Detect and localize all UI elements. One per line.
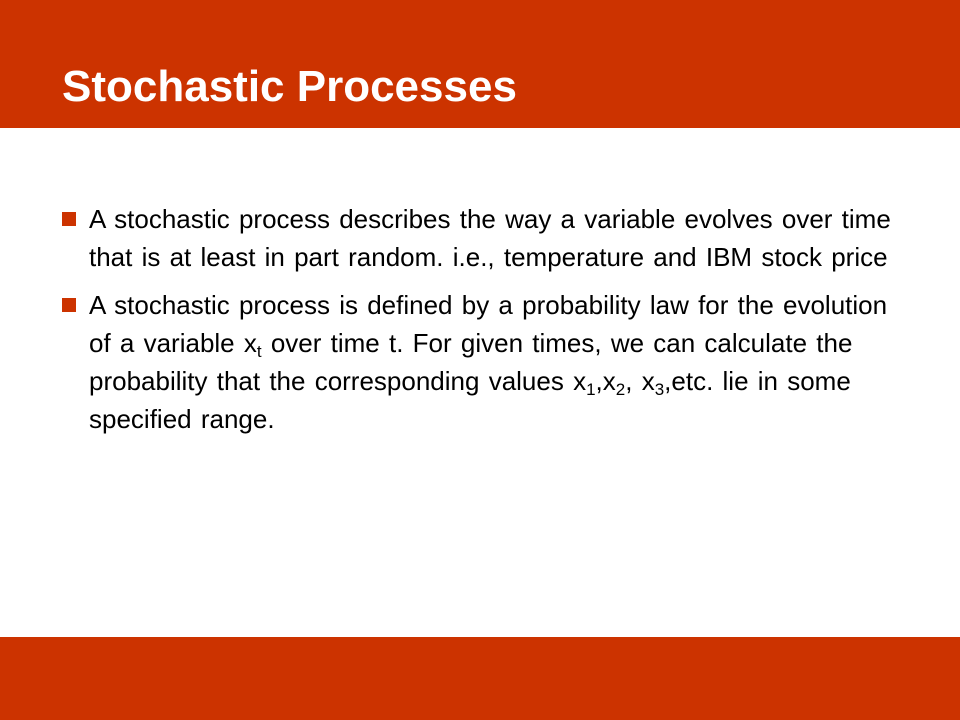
- subscript: 2: [615, 380, 626, 399]
- bullet-list: [62, 200, 910, 438]
- subscript: t: [256, 342, 262, 361]
- bullet-item: [62, 286, 910, 438]
- bullet-text-part: ,x: [595, 366, 616, 396]
- footer-band: [0, 637, 960, 720]
- bullet-item: [62, 200, 910, 276]
- subscript: 1: [586, 380, 596, 399]
- bullet-text-part: , x: [625, 366, 655, 396]
- slide-title: Stochastic Processes: [62, 62, 517, 111]
- bullet-text-part: over time t. For given times, we can calculate the probability that the corresponding values x: [89, 328, 853, 396]
- bullet-text: A stochastic process describes the way a variable evolves over time that is at least in part random. i.e., temperature and IBM stock price: [89, 204, 891, 272]
- square-bullet-icon: [62, 212, 76, 226]
- subscript: 3: [654, 380, 665, 399]
- bullet-text-part: A stochastic process is defined by a probability law for the evolution of a variable x: [89, 290, 888, 358]
- square-bullet-icon: [62, 298, 76, 312]
- bullet-text-part: ,etc. lie in some specified range.: [89, 366, 851, 434]
